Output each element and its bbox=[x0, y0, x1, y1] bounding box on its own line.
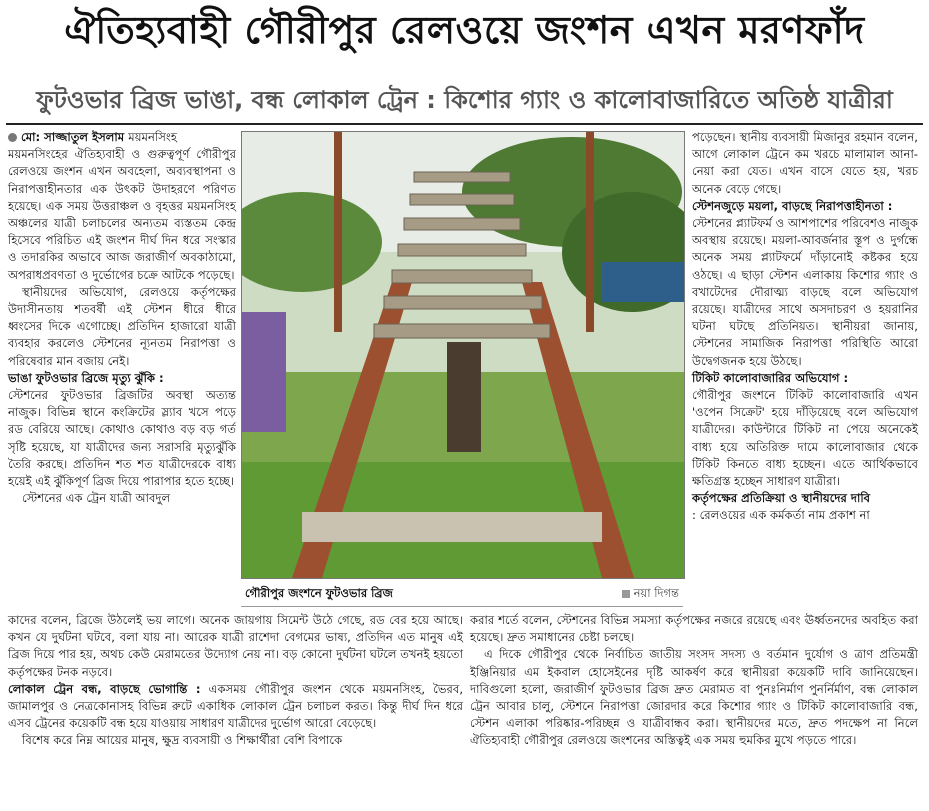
left-paragraph-2: স্থানীয়দের অভিযোগ, রেলওয়ে কর্তৃপক্ষের উদাসীনতায় শতবর্ষী এই স্টেশন ধীরে ধীরে ধ্বংসের দিকে এগোচ্ছে। প্রতিদিন হাজারো যাত্রী ব্যবহার করলেও স্টেশনের ন্যূনতম নিরাপত্তা ও পরিষেবার মান বজায় নেই। bbox=[8, 284, 236, 368]
section-head-authority: কর্তৃপক্ষের প্রতিক্রিয়া ও স্থানীয়দের দাবি bbox=[692, 491, 871, 506]
section-head-ticket: টিকিট কালোবাজারির অভিযোগ : bbox=[692, 370, 849, 385]
section-body-garbage: স্টেশনের প্ল্যাটফর্ম ও আশপাশের পরিবেশও নাজুক অবস্থায় রয়েছে। ময়লা-আবর্জনার স্তূপ ও দুর্গন্ধে অনেক সময় প্ল্যাটফর্মে দাঁড়ানোই কষ্টকর হয়ে ওঠছে। এ ছাড়া স্টেশন এলাকায় কিশোর গ্যাং ও বখাটেদের দৌরাত্ম্য বাড়ছে বলে অভিযোগ রয়েছে। যাত্রীদের সাথে অসদাচরণ ও হয়রানির ঘটনা ঘটছে প্রতিনিয়ত। স্থানীয়রা জানায়, স্টেশনের সামাজিক নিরাপত্তা পরিস্থিতি আরো উদ্বেগজনক হয়ে উঠছে। bbox=[692, 216, 918, 368]
square-icon bbox=[622, 590, 630, 598]
bottom-right-paragraph-2: এ দিকে গৌরীপুর থেকে নির্বাচিত জাতীয় সংসদ সদস্য ও বর্তমান দুর্যোগ ও ত্রাণ প্রতিমন্ত্রী ইঞ্জিনিয়ার এম ইকবাল হোসেইনের দৃষ্টি আকর্ষণ করে স্থানীয়রা কয়েকটি দাবি জানিয়েছেন। দাবিগুলো হলো, জরাজীর্ণ ফুটওভার ব্রিজ দ্রুত মেরামত বা পুনঃনির্মাণ পুনর্নির্মাণ, বন্ধ লোকাল ট্রেন আবার চালু, স্টেশনে নিরাপত্তা জোরদার করে কিশোর গ্যাং ও টিকিট কালোবাজারি বন্ধ, স্টেশন এলাকা পরিষ্কার-পরিচ্ছন্ন ও যাত্রীবান্ধব করা। স্থানীয়দের মতে, দ্রুত পদক্ষেপ না নিলে ঐতিহ্যবাহী গৌরীপুর রেলওয়ে জংশনের অস্তিত্বই এক সময় হুমকির মুখে পড়তে পারে। bbox=[470, 647, 918, 748]
byline bbox=[8, 129, 236, 146]
footbridge-photo bbox=[241, 131, 685, 579]
byline-location: ময়মনসিংহ bbox=[128, 130, 177, 144]
left-column bbox=[8, 129, 236, 507]
bottom-left-column bbox=[8, 612, 463, 750]
caption-credit bbox=[622, 580, 679, 606]
left-paragraph-1: ময়মনসিংহের ঐতিহ্যবাহী ও গুরুত্বপূর্ণ গৌরীপুর রেলওয়ে জংশন এখন অবহেলা, অব্যবস্থাপনা ও নিরাপত্তাহীনতার এক উৎকট উদাহরণে পরিণত হয়েছে। এক সময় উত্তরাঞ্চল ও বৃহত্তর ময়মনসিংহ অঞ্চলের যাত্রী চলাচলের অন্যতম ব্যস্ততম কেন্দ্র হিসেবে পরিচিত এই জংশন দীর্ঘ দিন ধরে সংস্কার ও তদারকির অভাবে আজ জরাজীর্ণ অবকাঠামো, অপরাধপ্রবণতা ও দুর্ভোগের চক্রে আটকে পড়েছে। bbox=[8, 147, 236, 282]
right-paragraph-1: পড়েছেন। স্থানীয় ব্যবসায়ী মিজানুর রহমান বলেন, আগে লোকাল ট্রেনে কম খরচে মালামাল আনা-নেয়া করা যেত। এখন বাসে যেতে হয়, খরচ অনেক বেড়ে গেছে। bbox=[692, 130, 918, 196]
right-column bbox=[692, 129, 918, 525]
section-head-local-train: লোকাল ট্রেন বন্ধ, বাড়ছে ভোগান্তি : bbox=[8, 681, 201, 696]
footbridge-illustration bbox=[242, 132, 684, 578]
section-head-garbage: স্টেশনজুড়ে ময়লা, বাড়ছে নিরাপত্তাহীনতা : bbox=[692, 198, 893, 213]
bottom-left-paragraph-2: বিশেষ করে নিম্ন আয়ের মানুষ, ক্ষুদ্র ব্যবসায়ী ও শিক্ষার্থীরা বেশি বিপাকে bbox=[22, 733, 343, 748]
headline: ঐতিহ্যবাহী গৌরীপুর রেলওয়ে জংশন এখন মরণফাঁদ bbox=[64, 8, 865, 52]
section-body-bridge: স্টেশনের ফুটওভার ব্রিজটির অবস্থা অত্যন্ত নাজুক। বিভিন্ন স্থানে কংক্রিটের স্ল্যাব খসে পড়ে রড বেরিয়ে আছে। কোথাও কোথাও বড় বড় গর্ত সৃষ্টি হয়েছে, যা যাত্রীদের জন্য সরাসরি মৃত্যুঝুঁকি তৈরি করছে। প্রতিদিন শত শত যাত্রীদেরকে বাধ্য হয়েই এই ঝুঁকিপূর্ণ ব্রিজ দিয়ে পারাপার হতে হচ্ছে। bbox=[8, 388, 236, 489]
byline-name: মো: সাজ্জাতুল ইসলাম bbox=[21, 130, 125, 144]
bottom-right-column bbox=[470, 612, 918, 750]
left-paragraph-3: স্টেশনের এক ট্রেন যাত্রী আবদুল bbox=[22, 491, 171, 506]
section-body-local-train: একসময় গৌরীপুর জংশন থেকে ময়মনসিংহ, ভৈরব, জামালপুর ও নেত্রকোনাসহ বিভিন্ন রুটে একাধিক লোকাল ট্রেন চলাচল করত। কিন্তু দীর্ঘ দিন ধরে এসব ট্রেনের কয়েকটি বন্ধ হয়ে যাওয়ায় সাধারণ যাত্রীদের দুর্ভোগ আরো বেড়েছে। bbox=[8, 681, 464, 731]
section-body-ticket: গৌরীপুর জংশনে টিকিট কালোবাজারি এখন 'ওপেন সিক্রেট' হয়ে দাঁড়িয়েছে বলে অভিযোগ যাত্রীদের। কাউন্টারে টিকিট না পেয়ে অনেকেই বাধ্য হয়ে অতিরিক্ত দামে কালোবাজার থেকে টিকিট কিনতে বাধ্য হচ্ছেন। এতে আর্থিকভাবে ক্ষতিগ্রস্ত হচ্ছেন সাধারণ যাত্রীরা। bbox=[692, 388, 918, 489]
section-local-train bbox=[8, 681, 463, 733]
section-head-bridge: ভাঙা ফুটওভার ব্রিজে মৃত্যু ঝুঁকি : bbox=[8, 370, 164, 385]
subheadline: ফুটওভার ব্রিজ ভাঙা, বন্ধ লোকাল ট্রেন : কিশোর গ্যাং ও কালোবাজারিতে অতিষ্ঠ যাত্রীরা bbox=[36, 86, 893, 114]
bottom-right-paragraph-1: করার শর্তে বলেন, স্টেশনের বিভিন্ন সমস্যা কর্তৃপক্ষের নজরে রয়েছে এবং ঊর্ধ্বতনদের অবহিত করা হয়েছে। দ্রুত সমাধানের চেষ্টা চলছে। bbox=[470, 613, 918, 645]
bottom-left-paragraph-1: কাদের বলেন, ব্রিজে উঠলেই ভয় লাগে। অনেক জায়গায় সিমেন্ট উঠে গেছে, রড বের হয়ে আছে। কখন যে দুর্ঘটনা ঘটবে, বলা যায় না। আরেক যাত্রী রাশেদা বেগমের ভাষ্য, প্রতিদিন এত মানুষ এই ব্রিজ দিয়ে পার হয়, অথচ কেউ মেরামতের উদ্যোগ নেয় না। বড় কোনো দুর্ঘটনা ঘটলে তখনই হয়তো কর্তৃপক্ষের টনক নড়বে। bbox=[8, 613, 463, 679]
caption-text: গৌরীপুর জংশনে ফুটওভার ব্রিজ bbox=[245, 586, 393, 600]
photo-caption bbox=[241, 580, 683, 607]
header-rule bbox=[6, 123, 923, 125]
caption-credit-text: নয়া দিগন্ত bbox=[633, 586, 679, 600]
bullet-icon bbox=[8, 133, 17, 142]
section-body-authority: : রেলওয়ের এক কর্মকর্তা নাম প্রকাশ না bbox=[692, 508, 870, 523]
